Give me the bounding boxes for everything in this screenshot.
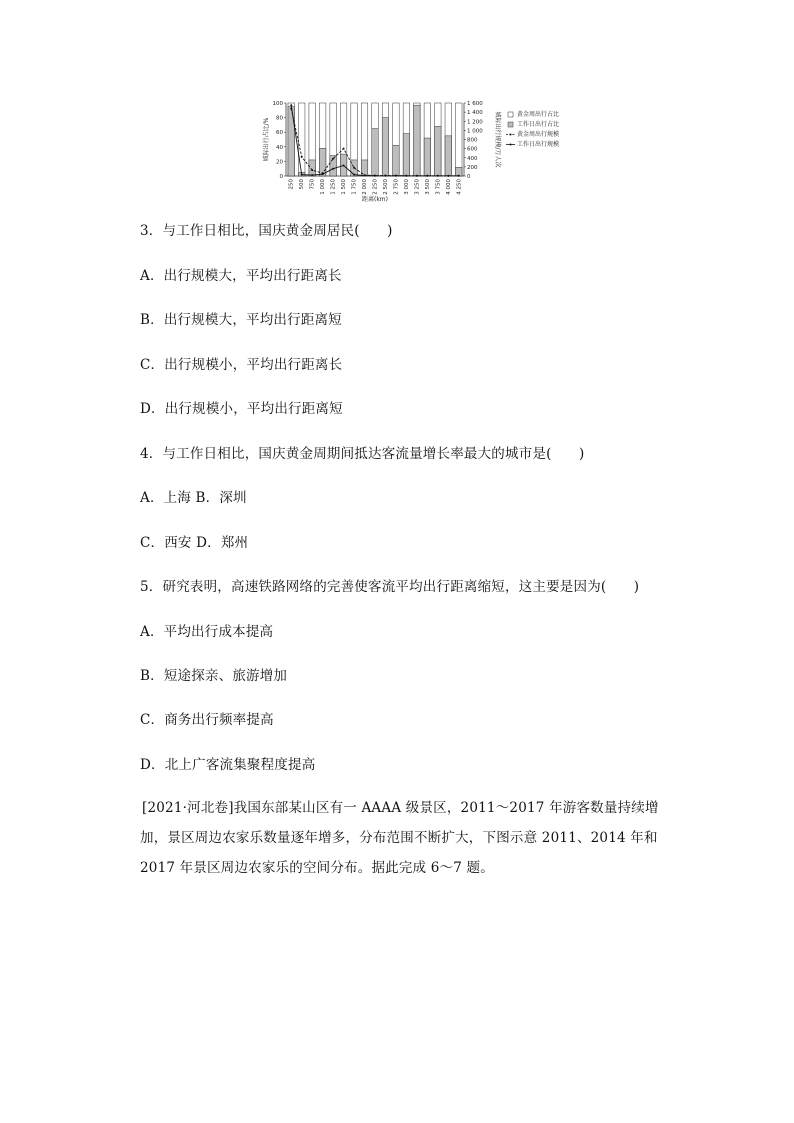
x-tick-label: 750 [309, 179, 316, 190]
question-4-option-cd: C．西安 D．郑州 [140, 535, 249, 551]
right-tick-label: 1 200 [467, 119, 483, 126]
right-tick-label: 200 [467, 164, 478, 171]
x-tick-label: 3 750 [435, 179, 442, 195]
question-3-option-b: B．出行规模大，平均出行距离短 [140, 312, 342, 328]
legend-label: 黄金周出行占比 [517, 111, 560, 118]
point-workday-volume [447, 175, 449, 177]
point-workday-volume [343, 165, 345, 167]
point-workday-volume [384, 175, 386, 177]
x-tick-label: 4 000 [445, 179, 452, 195]
x-tick-label: 500 [299, 179, 306, 190]
question-5-stem: 5．研究表明，高速铁路网络的完善使客流平均出行距离缩短，这主要是因为( ) [140, 579, 640, 595]
left-tick-label: 80 [276, 115, 283, 122]
bar-workday-share [393, 145, 399, 176]
legend-swatch-workday-share [508, 122, 513, 127]
left-axis-title: 城际出行占比/% [263, 117, 270, 162]
point-holiday-volume [332, 158, 334, 160]
point-holiday-volume [301, 156, 303, 158]
point-holiday-volume [311, 169, 313, 171]
question-3-stem: 3．与工作日相比，国庆黄金周居民( ) [140, 223, 393, 239]
point-workday-volume [311, 174, 313, 176]
x-tick-label: 1 750 [351, 179, 358, 195]
right-tick-label: 0 [467, 174, 471, 180]
chart-svg [262, 96, 592, 206]
bar-workday-share [309, 160, 315, 176]
point-holiday-volume [353, 167, 355, 169]
point-workday-volume [290, 104, 292, 106]
x-tick-label: 2 000 [362, 179, 369, 195]
point-workday-volume [405, 175, 407, 177]
x-tick-label: 3 250 [414, 179, 421, 195]
left-tick-label: 20 [276, 159, 283, 166]
x-tick-label: 1 250 [330, 179, 337, 195]
question-5-option-c: C．商务出行频率提高 [140, 712, 274, 728]
x-tick-label: 2 500 [382, 179, 389, 195]
legend-swatch-marker [510, 144, 512, 146]
right-tick-label: 1 400 [467, 110, 483, 117]
bar-workday-share [403, 134, 409, 176]
x-tick-label: 4 250 [456, 179, 463, 195]
point-workday-volume [322, 173, 324, 175]
question-5-option-d: D．北上广客流集聚程度提高 [140, 757, 316, 773]
right-axis-title: 城际出行规模/万人次 [494, 111, 501, 168]
x-axis-title: 距离(km) [361, 196, 389, 203]
legend-label: 工作日出行占比 [517, 121, 560, 128]
bar-workday-share [319, 148, 325, 176]
x-tick-label: 2 250 [372, 179, 379, 195]
point-workday-volume [426, 175, 428, 177]
point-workday-volume [301, 174, 303, 176]
point-workday-volume [374, 175, 376, 177]
question-5-option-b: B．短途探亲、旅游增加 [140, 668, 288, 684]
question-3-option-a: A．出行规模大，平均出行距离长 [140, 268, 342, 284]
passage-6-7: [2021·河北卷]我国东部某山区有一 AAAA 级景区，2011～2017 年游客数量持续增加，景区周边农家乐数量逐年增多，分布范围不断扩大，下图示意 2011、2014 年和 2017 年景区周边农家乐的空间分布。据此完成 6～7 题。 [140, 800, 659, 876]
point-workday-volume [416, 175, 418, 177]
bar-holiday-share [456, 103, 462, 176]
bar-workday-share [456, 167, 462, 176]
right-tick-label: 800 [467, 137, 478, 144]
bar-holiday-share [298, 103, 304, 176]
question-5-option-a: A．平均出行成本提高 [140, 624, 274, 640]
bar-workday-share [382, 118, 388, 176]
bar-workday-share [424, 138, 430, 176]
question-4-stem: 4．与工作日相比，国庆黄金周期间抵达客流量增长率最大的城市是( ) [140, 446, 585, 462]
right-tick-label: 400 [467, 155, 478, 162]
left-tick-label: 0 [279, 174, 283, 180]
question-4-option-ab: A．上海 B．深圳 [140, 490, 247, 506]
legend-swatch-marker [510, 134, 512, 136]
point-workday-volume [437, 175, 439, 177]
legend-swatch-holiday-share [508, 112, 513, 117]
legend-label: 工作日出行规模 [517, 141, 560, 148]
x-tick-label: 2 750 [393, 179, 400, 195]
point-workday-volume [353, 174, 355, 176]
point-workday-volume [332, 168, 334, 170]
left-tick-label: 40 [276, 144, 283, 151]
question-3-option-c: C．出行规模小，平均出行距离长 [140, 357, 343, 373]
bar-workday-share [414, 105, 420, 176]
legend-label: 黄金周出行规模 [517, 131, 560, 138]
right-tick-label: 1 600 [467, 101, 483, 107]
bar-workday-share [445, 136, 451, 176]
bar-workday-share [435, 126, 441, 176]
point-workday-volume [364, 175, 366, 177]
x-tick-label: 3 000 [403, 179, 410, 195]
x-tick-label: 1 000 [320, 179, 327, 195]
point-workday-volume [458, 175, 460, 177]
question-3-option-d: D．出行规模小，平均出行距离短 [140, 401, 343, 417]
x-tick-label: 250 [288, 179, 295, 190]
x-tick-label: 1 500 [341, 179, 348, 195]
x-tick-label: 3 500 [424, 179, 431, 195]
travel-chart [262, 96, 592, 206]
right-tick-label: 600 [467, 146, 478, 153]
point-holiday-volume [343, 148, 345, 150]
right-tick-label: 1 000 [467, 128, 483, 135]
left-tick-label: 100 [272, 101, 283, 107]
bar-workday-share [372, 129, 378, 176]
left-tick-label: 60 [276, 130, 283, 137]
point-workday-volume [395, 175, 397, 177]
